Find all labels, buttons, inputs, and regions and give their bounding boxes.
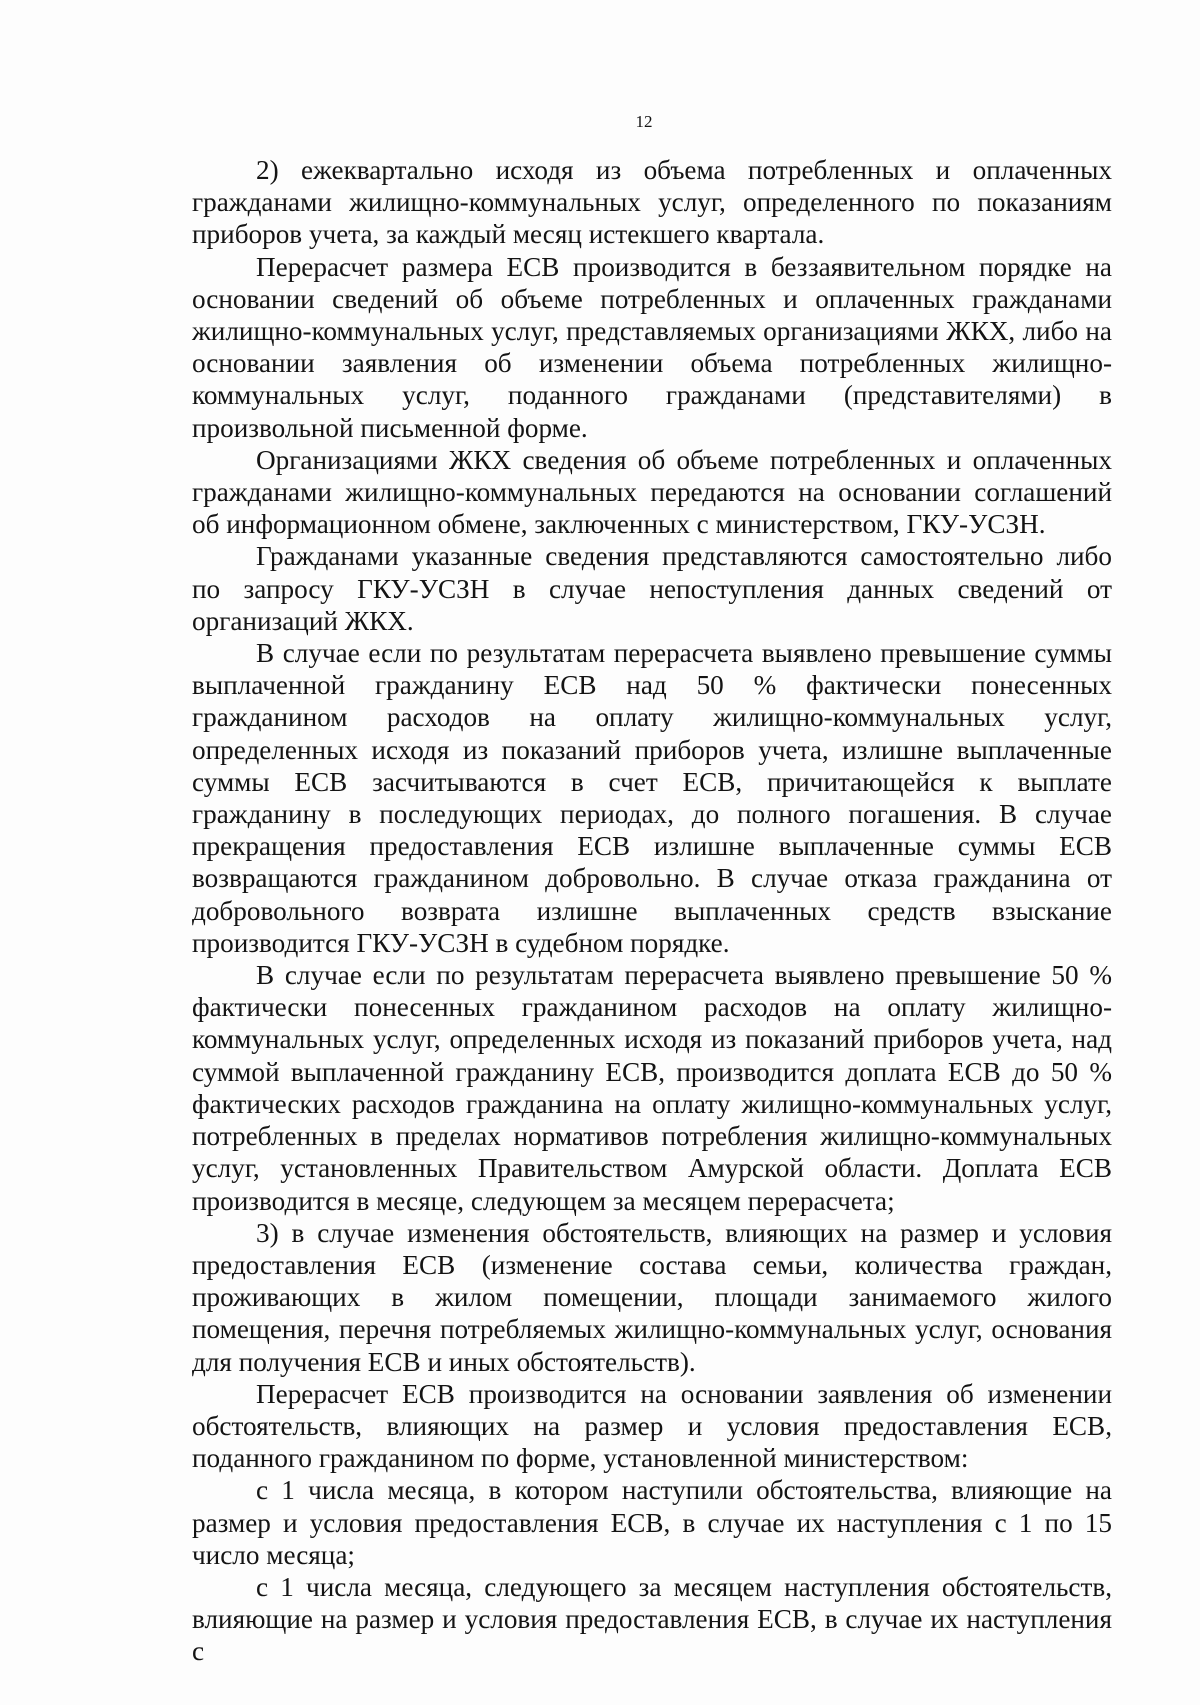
paragraph-item-2-quarterly: 2) ежеквартально исходя из объема потребленных и оплаченных гражданами жилищно-коммунальных услуг, определенного по показаниям приборов учета, за каждый месяц истекшего квартала. xyxy=(192,155,1112,250)
paragraph-citizens-information: Гражданами указанные сведения представляются самостоятельно либо по запросу ГКУ-УСЗН в случае непоступления данных сведений от организаций ЖКХ. xyxy=(192,541,1112,636)
paragraph-housing-organizations: Организациями ЖКХ сведения об объеме потребленных и оплаченных гражданами жилищно-коммунальных передаются на основании соглашений об информационном обмене, заключенных с министерством, ГКУ-УСЗН. xyxy=(192,444,1112,540)
paragraph-recalculation-application: Перерасчет ЕСВ производится на основании заявления об изменении обстоятельств, влияющих на размер и условия предоставления ЕСВ, поданного гражданином по форме, установленной министерством: xyxy=(192,1378,1112,1474)
paragraph-overpayment: В случае если по результатам перерасчета выявлено превышение суммы выплаченной гражданину ЕСВ над 50 % фактически понесенных гражданином расходов на оплату жилищно-коммунальных услуг, определенных исходя из показаний приборов учета, излишне выплаченные суммы ЕСВ засчитываются в счет ЕСВ, причитающейся к выплате гражданину в последующих периодах, до полного погашения. В случае прекращения предоставления ЕСВ излишне выплаченные суммы ЕСВ возвращаются гражданином добровольно. В случае отказа гражданина от добровольного возврата излишне выплаченных средств взыскание производится ГКУ-УСЗН в судебном порядке. xyxy=(192,638,1112,958)
paragraph-from-first-day: с 1 числа месяца, в котором наступили обстоятельства, влияющие на размер и условия предоставления ЕСВ, в случае их наступления с 1 по 15 число месяца; xyxy=(192,1475,1112,1570)
paragraph-item-3-circumstances: 3) в случае изменения обстоятельств, влияющих на размер и условия предоставления ЕСВ (изменение состава семьи, количества граждан, проживающих в жилом помещении, площади занимаемого жилого помещения, перечня потребляемых жилищно-коммунальных услуг, основания для получения ЕСВ и иных обстоятельств). xyxy=(192,1217,1112,1377)
paragraph-recalculation-basis: Перерасчет размера ЕСВ производится в беззаявительном порядке на основании сведений об объеме потребленных и оплаченных гражданами жилищно-коммунальных услуг, представляемых организациями ЖКХ, либо на основании заявления об изменении объема потребленных жилищно-коммунальных услуг, поданного гражданами (представителями) в произвольной письменной форме. xyxy=(192,251,1112,443)
paragraph-from-next-month: с 1 числа месяца, следующего за месяцем наступления обстоятельств, влияющие на размер и условия предоставления ЕСВ, в случае их наступления с xyxy=(192,1571,1112,1667)
document-body xyxy=(192,154,1112,1668)
paragraph-additional-payment: В случае если по результатам перерасчета выявлено превышение 50 % фактически понесенных гражданином расходов на оплату жилищно-коммунальных услуг, определенных исходя из показаний приборов учета, над суммой выплаченной гражданину ЕСВ, производится доплата ЕСВ до 50 % фактических расходов гражданина на оплату жилищно-коммунальных услуг, потребленных в пределах нормативов потребления жилищно-коммунальных услуг, установленных Правительством Амурской области. Доплата ЕСВ производится в месяце, следующем за месяцем перерасчета; xyxy=(192,960,1112,1216)
page-number: 12 xyxy=(635,112,653,131)
